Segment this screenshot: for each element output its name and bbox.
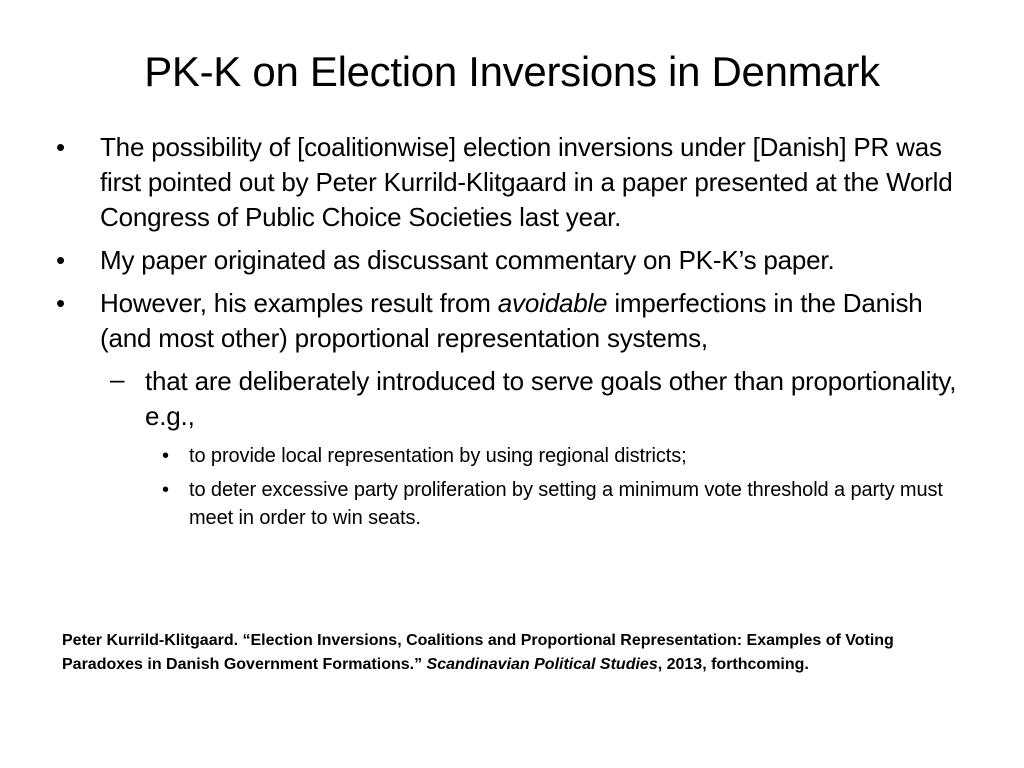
sub-sub-bullet-text: to deter excessive party proliferation by setting a minimum vote threshold a party must meet in order to win seats. xyxy=(189,479,943,529)
bullet-text-start: However, his examples result from xyxy=(100,288,498,318)
bullet-marker: • xyxy=(162,479,169,501)
dash-marker: – xyxy=(110,364,125,394)
bullet-text: My paper originated as discussant commentary on PK-K’s paper. xyxy=(100,245,835,275)
bullet-text-emphasis: avoidable xyxy=(497,288,608,318)
bullet-marker: • xyxy=(56,132,65,162)
sub-bullet-item xyxy=(56,364,976,434)
sub-sub-bullet-item xyxy=(56,476,976,532)
reference-journal: Scandinavian Political Studies xyxy=(426,656,658,673)
bullet-marker: • xyxy=(56,245,65,275)
bullet-text: The possibility of [coalitionwise] election inversions under [Danish] PR was first pointed out by Peter Kurrild-Klitgaard in a paper presented at the World Congress of Public Choice Societies last year. xyxy=(100,132,953,232)
reference-text-end: , 2013, forthcoming. xyxy=(657,656,809,673)
bullet-item xyxy=(56,286,976,356)
bullet-text-end: imperfections in the Danish (and most other) proportional representation systems, xyxy=(100,288,923,353)
bullet-item xyxy=(56,130,976,235)
sub-sub-bullet-item xyxy=(56,442,976,470)
bullet-marker: • xyxy=(162,445,169,467)
slide-content xyxy=(56,130,976,538)
reference-text-start: Peter Kurrild-Klitgaard. “Election Inversions, Coalitions and Proportional Representation: Examples of Voting Paradoxes in Danish Government Formations.” xyxy=(62,632,894,673)
bullet-marker: • xyxy=(56,288,65,318)
sub-sub-bullet-text: to provide local representation by using regional districts; xyxy=(189,445,687,467)
slide-title: PK-K on Election Inversions in Denmark xyxy=(144,48,880,95)
reference-citation xyxy=(62,629,967,677)
sub-bullet-text: that are deliberately introduced to serve goals other than proportionality, e.g., xyxy=(145,366,957,431)
bullet-item xyxy=(56,243,976,278)
